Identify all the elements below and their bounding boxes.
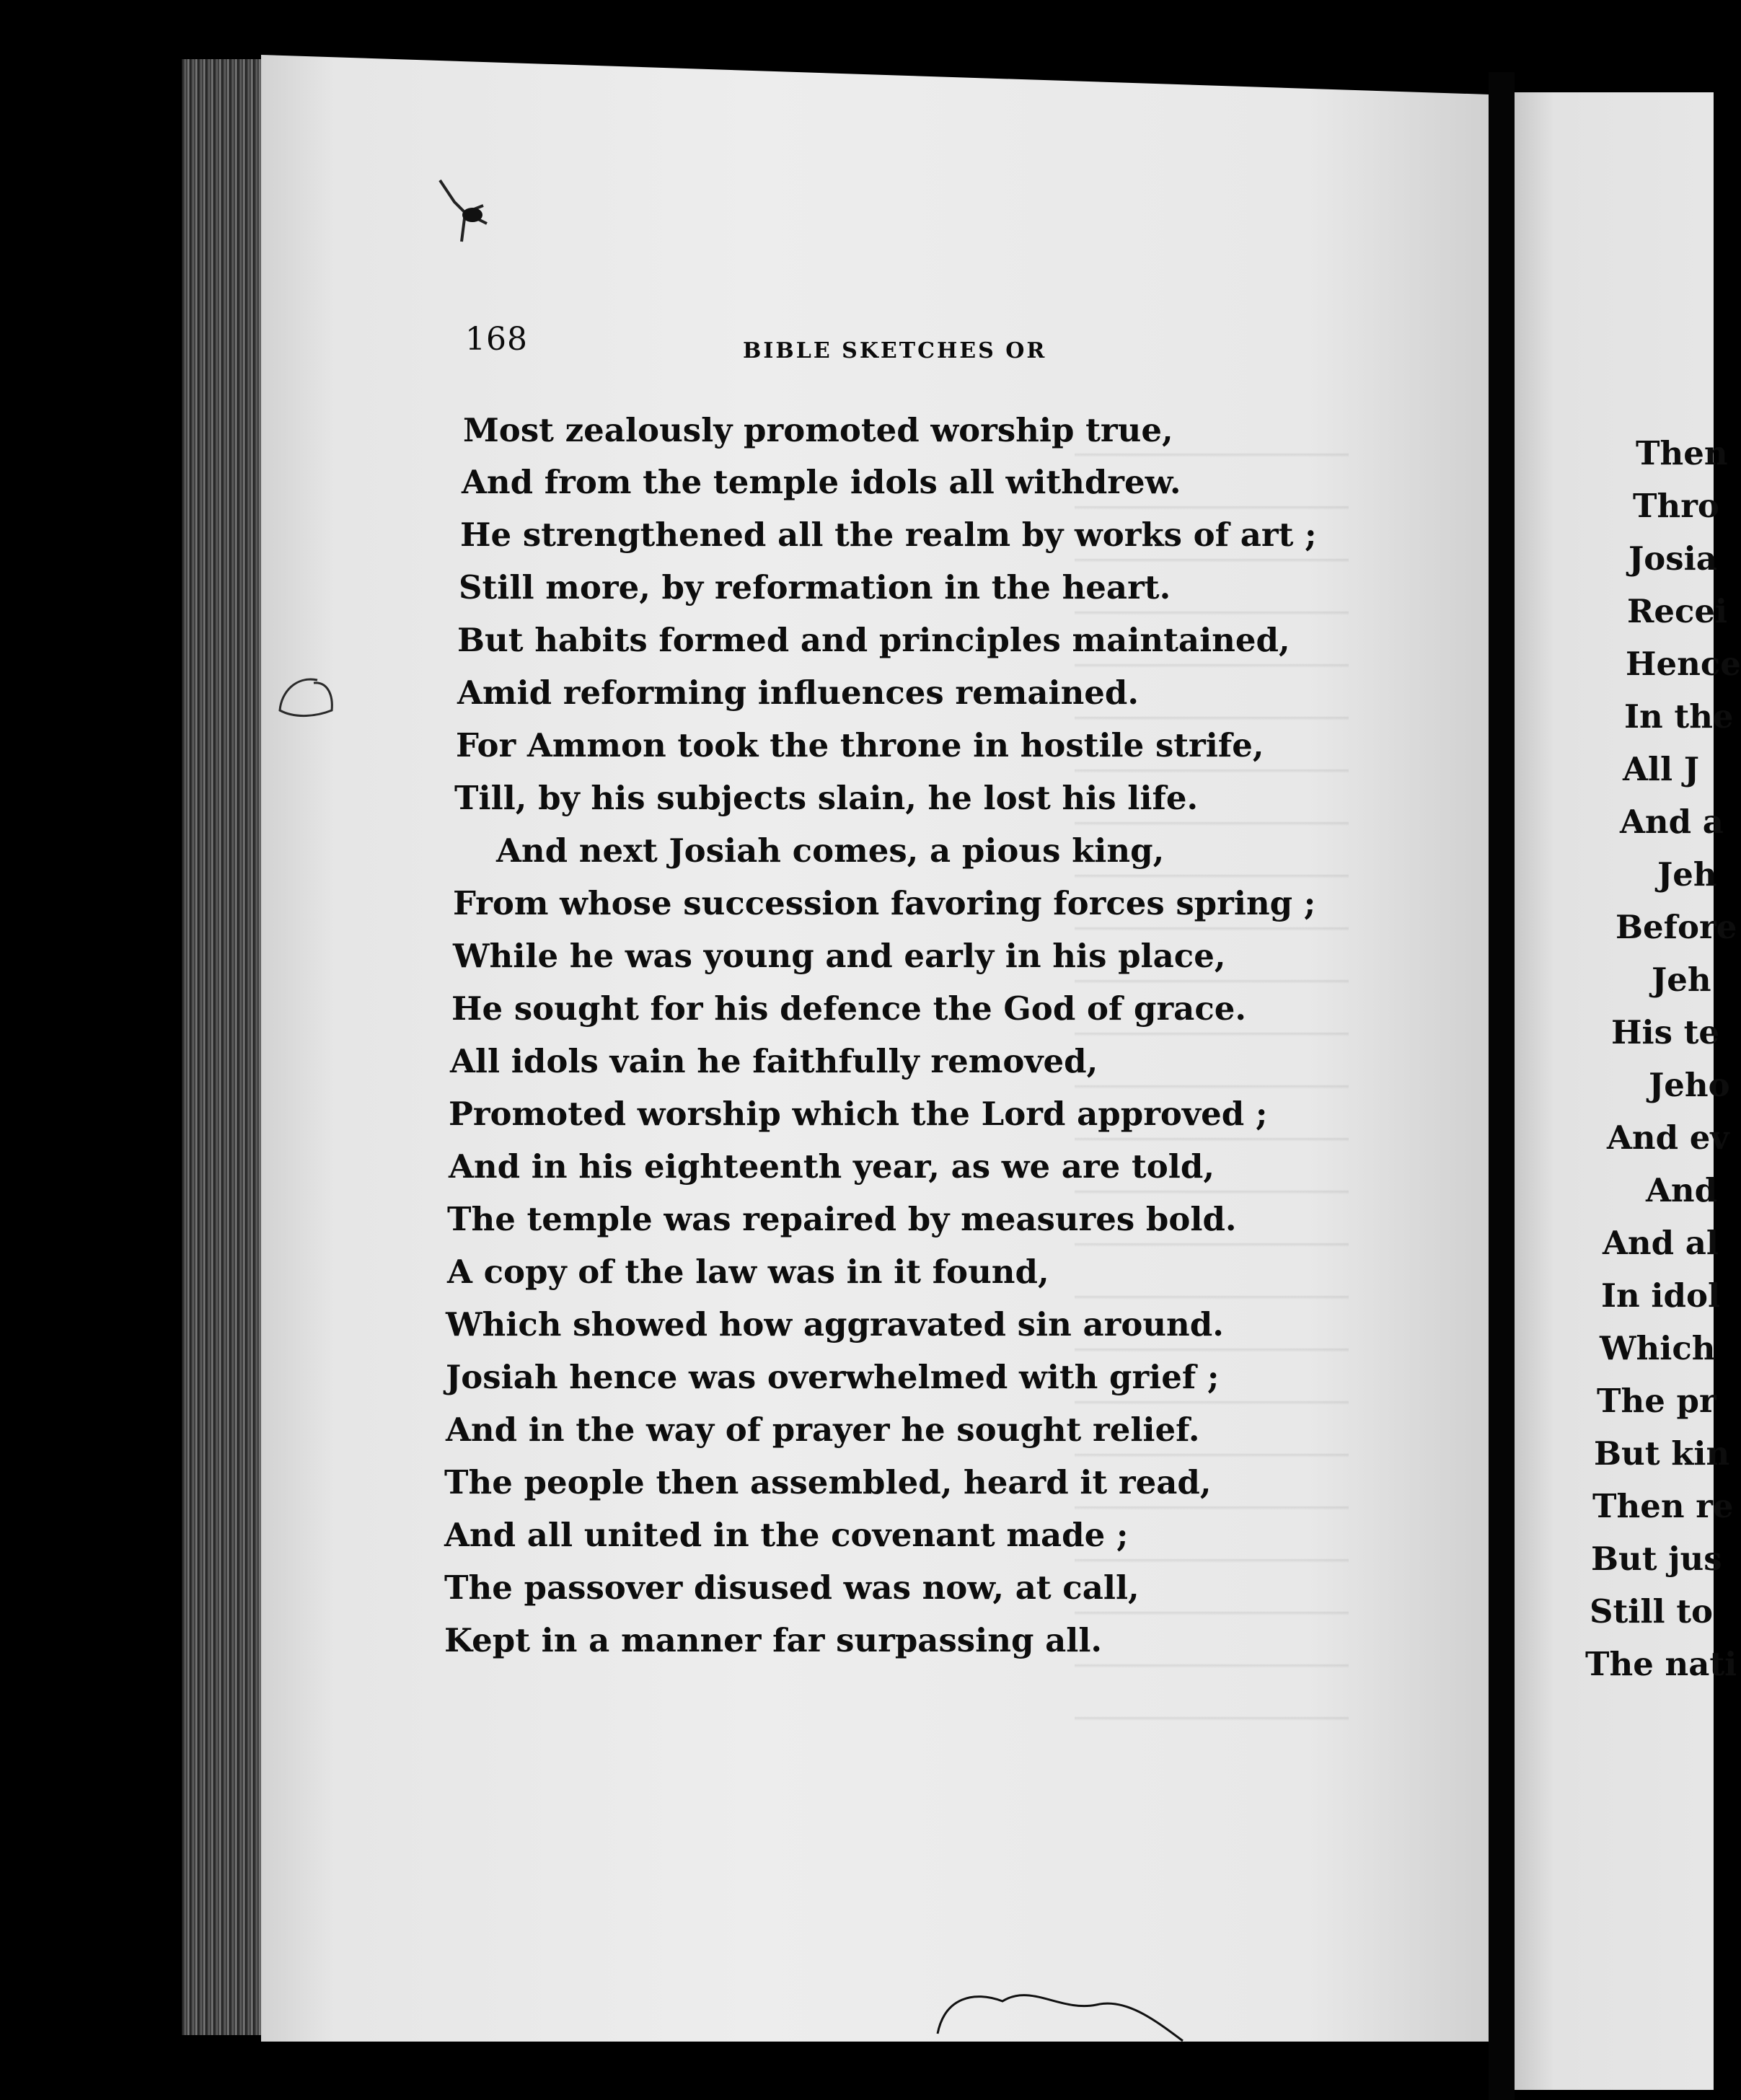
right-page-line: And ev (1607, 1119, 1729, 1157)
pencil-circle-mark (274, 674, 339, 732)
poem-line: A copy of the law was in it found, (447, 1253, 1049, 1291)
right-page-line: And a (1620, 803, 1724, 841)
page-tear-mark (930, 1976, 1190, 2048)
poem-line: The temple was repaired by measures bold. (447, 1200, 1237, 1238)
right-page-line: The nati (1585, 1645, 1737, 1683)
poem-line: And from the temple idols all withdrew. (462, 463, 1181, 501)
poem-line: For Ammon took the throne in hostile strife, (456, 726, 1264, 764)
poem-line: Promoted worship which the Lord approved ; (449, 1095, 1268, 1133)
right-page-line: Josia (1628, 539, 1717, 578)
poem-line: And all united in the covenant made ; (444, 1516, 1129, 1554)
right-page-line: Jeho (1649, 1066, 1730, 1104)
poem-line: And next Josiah comes, a pious king, (496, 831, 1165, 870)
poem-line: Amid reforming influences remained. (457, 674, 1140, 712)
right-page-line: And (1646, 1171, 1718, 1209)
right-page-line: Jeh (1652, 961, 1711, 999)
book-gutter (1489, 72, 1515, 2100)
poem-line: Kept in a manner far surpassing all. (444, 1621, 1103, 1659)
right-page-line: Then re (1592, 1487, 1734, 1525)
insect-speck-mark (433, 173, 505, 260)
right-page-line: And al (1603, 1224, 1719, 1262)
poem-line: Josiah hence was overwhelmed with grief ; (446, 1358, 1220, 1396)
poem-line: Which showed how aggravated sin around. (446, 1305, 1224, 1344)
right-page-line: His te (1611, 1013, 1720, 1051)
running-head: BIBLE SKETCHES OR (743, 338, 1047, 363)
poem-line: Still more, by reformation in the heart. (459, 568, 1171, 606)
right-page-line: Thro (1633, 487, 1719, 525)
right-page-line: Which (1600, 1329, 1716, 1367)
poem-line: Most zealously promoted worship true, (463, 411, 1173, 449)
right-page-line: Hence (1626, 645, 1741, 683)
right-page-line: In idol (1601, 1276, 1721, 1315)
poem-line: He sought for his defence the God of grace. (451, 989, 1247, 1028)
poem-line: The people then assembled, heard it read, (444, 1463, 1212, 1501)
poem-line: While he was young and early in his place, (453, 937, 1226, 975)
right-page-line: Jeh (1657, 855, 1717, 894)
right-page-line: Still to (1590, 1592, 1714, 1631)
right-page-line: All J (1623, 750, 1700, 788)
poem-line: All idols vain he faithfully removed, (450, 1042, 1098, 1080)
poem-line: But habits formed and principles maintained, (457, 621, 1290, 659)
poem-line: Till, by his subjects slain, he lost his life. (454, 779, 1199, 817)
right-page-line: The pr (1597, 1382, 1716, 1420)
poem-line: And in the way of prayer he sought relief. (446, 1411, 1200, 1449)
right-page-line: Then (1636, 434, 1728, 472)
right-page-line: In the (1624, 697, 1734, 736)
page-number: 168 (465, 321, 528, 358)
right-page-line: But kin (1594, 1434, 1730, 1473)
poem-line: And in his eighteenth year, as we are told, (449, 1147, 1215, 1186)
right-page-line: Before (1616, 908, 1737, 946)
poem-line: From whose succession favoring forces spring ; (453, 884, 1316, 922)
page-edges (182, 59, 267, 2035)
poem-line: The passover disused was now, at call, (444, 1569, 1140, 1607)
right-page-line: But jus (1591, 1540, 1722, 1578)
poem-line: He strengthened all the realm by works of art ; (460, 516, 1317, 554)
right-page-line: Recei (1627, 592, 1728, 630)
